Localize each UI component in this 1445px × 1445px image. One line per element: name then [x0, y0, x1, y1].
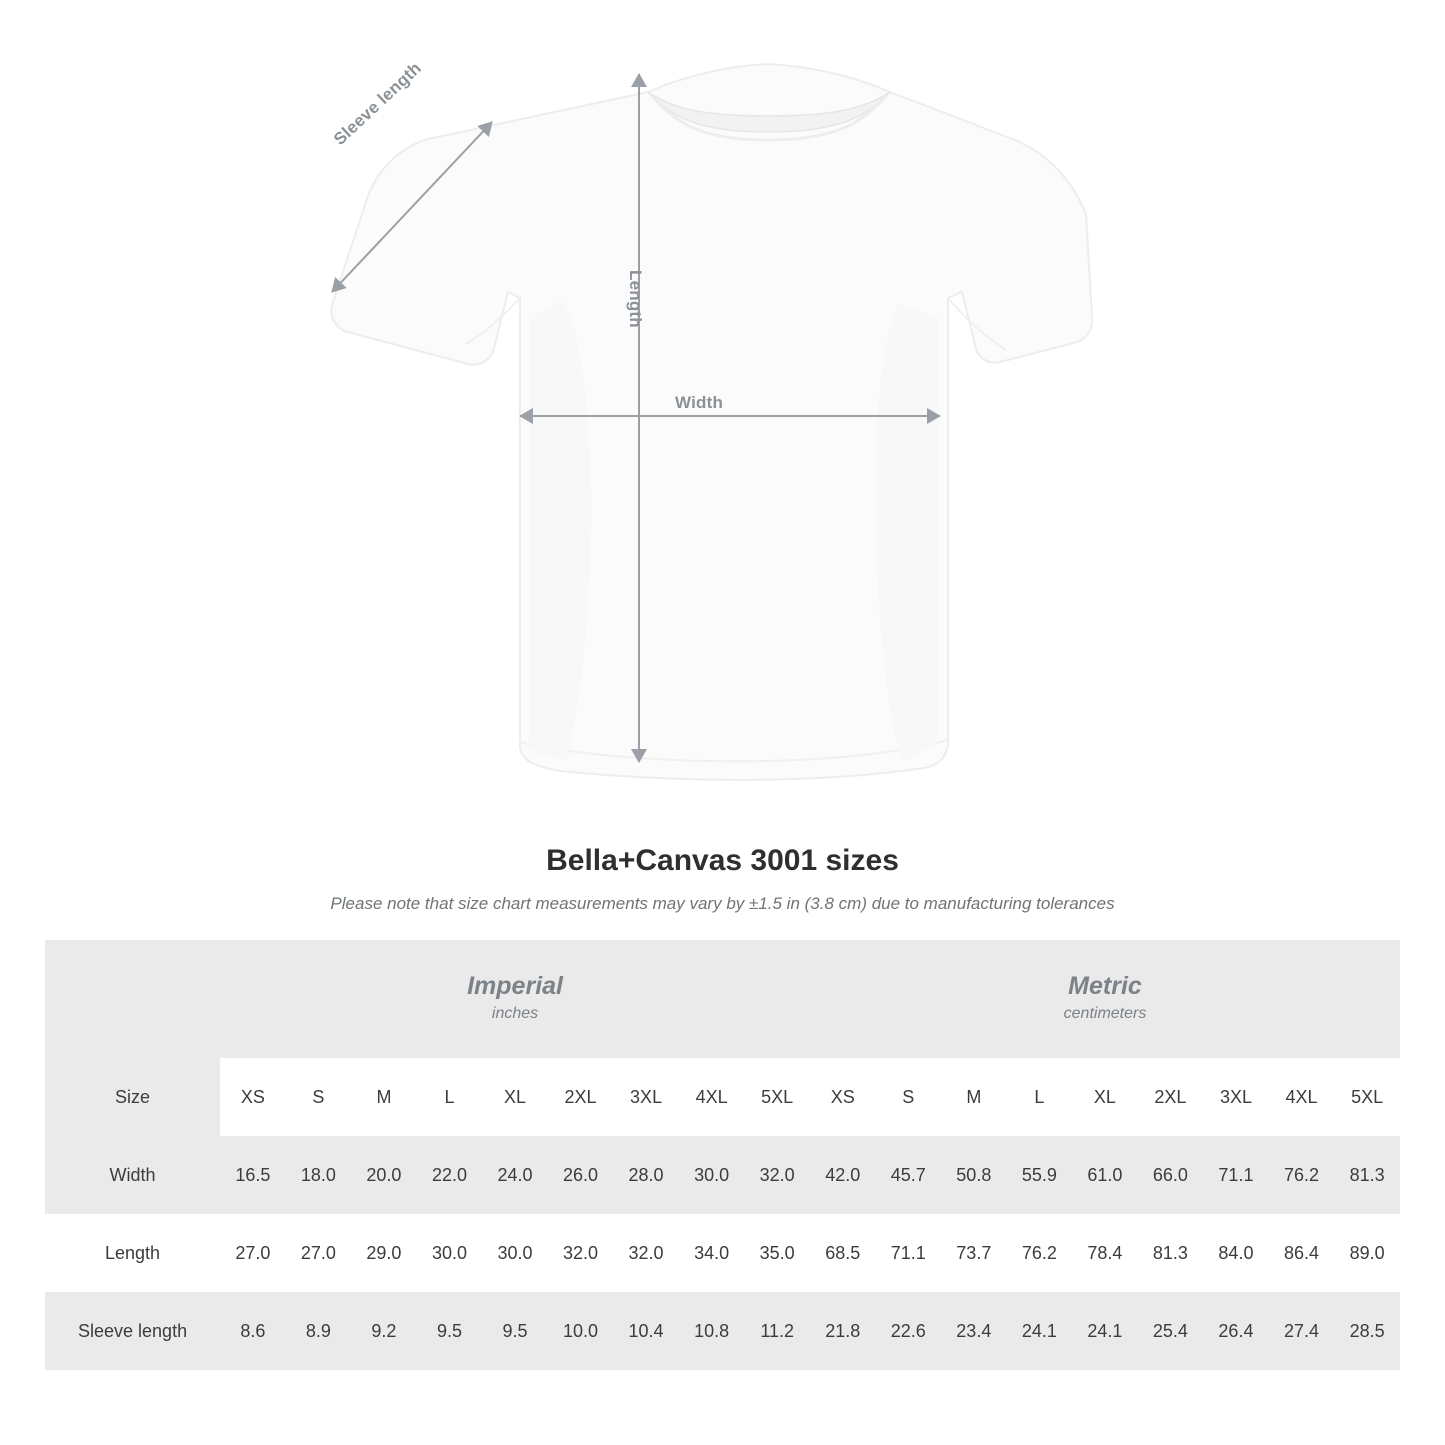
cell-sleeve-metric-s: 22.6	[876, 1292, 942, 1370]
cell-length-metric-3xl: 84.0	[1203, 1214, 1269, 1292]
width-label: Width	[675, 393, 724, 412]
cell-width-imperial-m: 20.0	[351, 1136, 417, 1214]
cell-width-metric-l: 55.9	[1007, 1136, 1073, 1214]
cell-width-metric-2xl: 66.0	[1138, 1136, 1204, 1214]
cell-sleeve-metric-m: 23.4	[941, 1292, 1007, 1370]
cell-sleeve-imperial-l: 9.5	[417, 1292, 483, 1370]
cell-length-imperial-xl: 30.0	[482, 1214, 548, 1292]
cell-length-metric-2xl: 81.3	[1138, 1214, 1204, 1292]
tolerance-note: Please note that size chart measurements may vary by ±1.5 in (3.8 cm) due to manufacturing tolerances	[330, 894, 1115, 913]
col-header-imperial-m: M	[351, 1058, 417, 1136]
unit-header-spacer	[45, 940, 220, 1058]
unit-header-row	[45, 940, 1400, 1058]
cell-sleeve-metric-3xl: 26.4	[1203, 1292, 1269, 1370]
cell-sleeve-metric-2xl: 25.4	[1138, 1292, 1204, 1370]
cell-width-imperial-s: 18.0	[286, 1136, 352, 1214]
col-header-metric-xl: XL	[1072, 1058, 1138, 1136]
table-row	[45, 1214, 1400, 1292]
table-row	[45, 1136, 1400, 1214]
cell-length-metric-xs: 68.5	[810, 1214, 876, 1292]
sleeve-length-label: Sleeve length	[330, 58, 426, 149]
cell-length-imperial-3xl: 32.0	[613, 1214, 679, 1292]
col-header-metric-3xl: 3XL	[1203, 1058, 1269, 1136]
cell-length-metric-xl: 78.4	[1072, 1214, 1138, 1292]
cell-sleeve-metric-5xl: 28.5	[1334, 1292, 1400, 1370]
cell-length-metric-4xl: 86.4	[1269, 1214, 1335, 1292]
cell-width-imperial-xs: 16.5	[220, 1136, 286, 1214]
size-row-label: Size	[45, 1058, 220, 1136]
cell-width-metric-s: 45.7	[876, 1136, 942, 1214]
cell-width-metric-m: 50.8	[941, 1136, 1007, 1214]
cell-sleeve-metric-4xl: 27.4	[1269, 1292, 1335, 1370]
col-header-metric-s: S	[876, 1058, 942, 1136]
cell-width-imperial-l: 22.0	[417, 1136, 483, 1214]
cell-sleeve-imperial-4xl: 10.8	[679, 1292, 745, 1370]
col-header-metric-l: L	[1007, 1058, 1073, 1136]
cell-length-metric-l: 76.2	[1007, 1214, 1073, 1292]
cell-sleeve-imperial-2xl: 10.0	[548, 1292, 614, 1370]
cell-sleeve-metric-xl: 24.1	[1072, 1292, 1138, 1370]
cell-length-metric-m: 73.7	[941, 1214, 1007, 1292]
cell-length-imperial-m: 29.0	[351, 1214, 417, 1292]
cell-width-imperial-3xl: 28.0	[613, 1136, 679, 1214]
cell-length-imperial-s: 27.0	[286, 1214, 352, 1292]
cell-sleeve-metric-l: 24.1	[1007, 1292, 1073, 1370]
cell-length-imperial-4xl: 34.0	[679, 1214, 745, 1292]
size-table	[45, 940, 1400, 1370]
col-header-metric-xs: XS	[810, 1058, 876, 1136]
col-header-metric-5xl: 5XL	[1334, 1058, 1400, 1136]
cell-sleeve-imperial-m: 9.2	[351, 1292, 417, 1370]
cell-length-imperial-xs: 27.0	[220, 1214, 286, 1292]
table-row	[45, 1292, 1400, 1370]
cell-length-metric-5xl: 89.0	[1334, 1214, 1400, 1292]
cell-length-imperial-5xl: 35.0	[744, 1214, 810, 1292]
cell-sleeve-imperial-xs: 8.6	[220, 1292, 286, 1370]
cell-width-imperial-xl: 24.0	[482, 1136, 548, 1214]
row-label-sleeve-length: Sleeve length	[45, 1292, 220, 1370]
unit-sub-metric: centimeters	[1063, 1004, 1147, 1022]
col-header-imperial-5xl: 5XL	[744, 1058, 810, 1136]
col-header-imperial-4xl: 4XL	[679, 1058, 745, 1136]
cell-width-metric-xs: 42.0	[810, 1136, 876, 1214]
cell-width-imperial-4xl: 30.0	[679, 1136, 745, 1214]
length-label: Length	[626, 270, 645, 328]
unit-group-metric	[810, 940, 1400, 1058]
cell-width-metric-4xl: 76.2	[1269, 1136, 1335, 1214]
cell-width-imperial-2xl: 26.0	[548, 1136, 614, 1214]
size-header-row	[45, 1058, 1400, 1136]
col-header-imperial-s: S	[286, 1058, 352, 1136]
col-header-metric-4xl: 4XL	[1269, 1058, 1335, 1136]
cell-width-metric-xl: 61.0	[1072, 1136, 1138, 1214]
unit-sub-imperial: inches	[491, 1004, 539, 1022]
cell-width-metric-5xl: 81.3	[1334, 1136, 1400, 1214]
unit-name-imperial: Imperial	[467, 971, 563, 1000]
page-title: Bella+Canvas 3001 sizes	[546, 844, 899, 877]
cell-sleeve-imperial-5xl: 11.2	[744, 1292, 810, 1370]
col-header-imperial-3xl: 3XL	[613, 1058, 679, 1136]
cell-length-metric-s: 71.1	[876, 1214, 942, 1292]
cell-length-imperial-2xl: 32.0	[548, 1214, 614, 1292]
col-header-imperial-l: L	[417, 1058, 483, 1136]
title-block	[0, 844, 1445, 914]
col-header-metric-2xl: 2XL	[1138, 1058, 1204, 1136]
col-header-imperial-2xl: 2XL	[548, 1058, 614, 1136]
col-header-imperial-xl: XL	[482, 1058, 548, 1136]
row-label-length: Length	[45, 1214, 220, 1292]
row-label-width: Width	[45, 1136, 220, 1214]
unit-group-imperial	[220, 940, 810, 1058]
cell-width-metric-3xl: 71.1	[1203, 1136, 1269, 1214]
cell-sleeve-metric-xs: 21.8	[810, 1292, 876, 1370]
cell-sleeve-imperial-xl: 9.5	[482, 1292, 548, 1370]
size-table-wrapper	[45, 940, 1400, 1370]
unit-name-metric: Metric	[1068, 971, 1142, 1000]
cell-sleeve-imperial-3xl: 10.4	[613, 1292, 679, 1370]
col-header-metric-m: M	[941, 1058, 1007, 1136]
cell-width-imperial-5xl: 32.0	[744, 1136, 810, 1214]
col-header-imperial-xs: XS	[220, 1058, 286, 1136]
cell-sleeve-imperial-s: 8.9	[286, 1292, 352, 1370]
cell-length-imperial-l: 30.0	[417, 1214, 483, 1292]
